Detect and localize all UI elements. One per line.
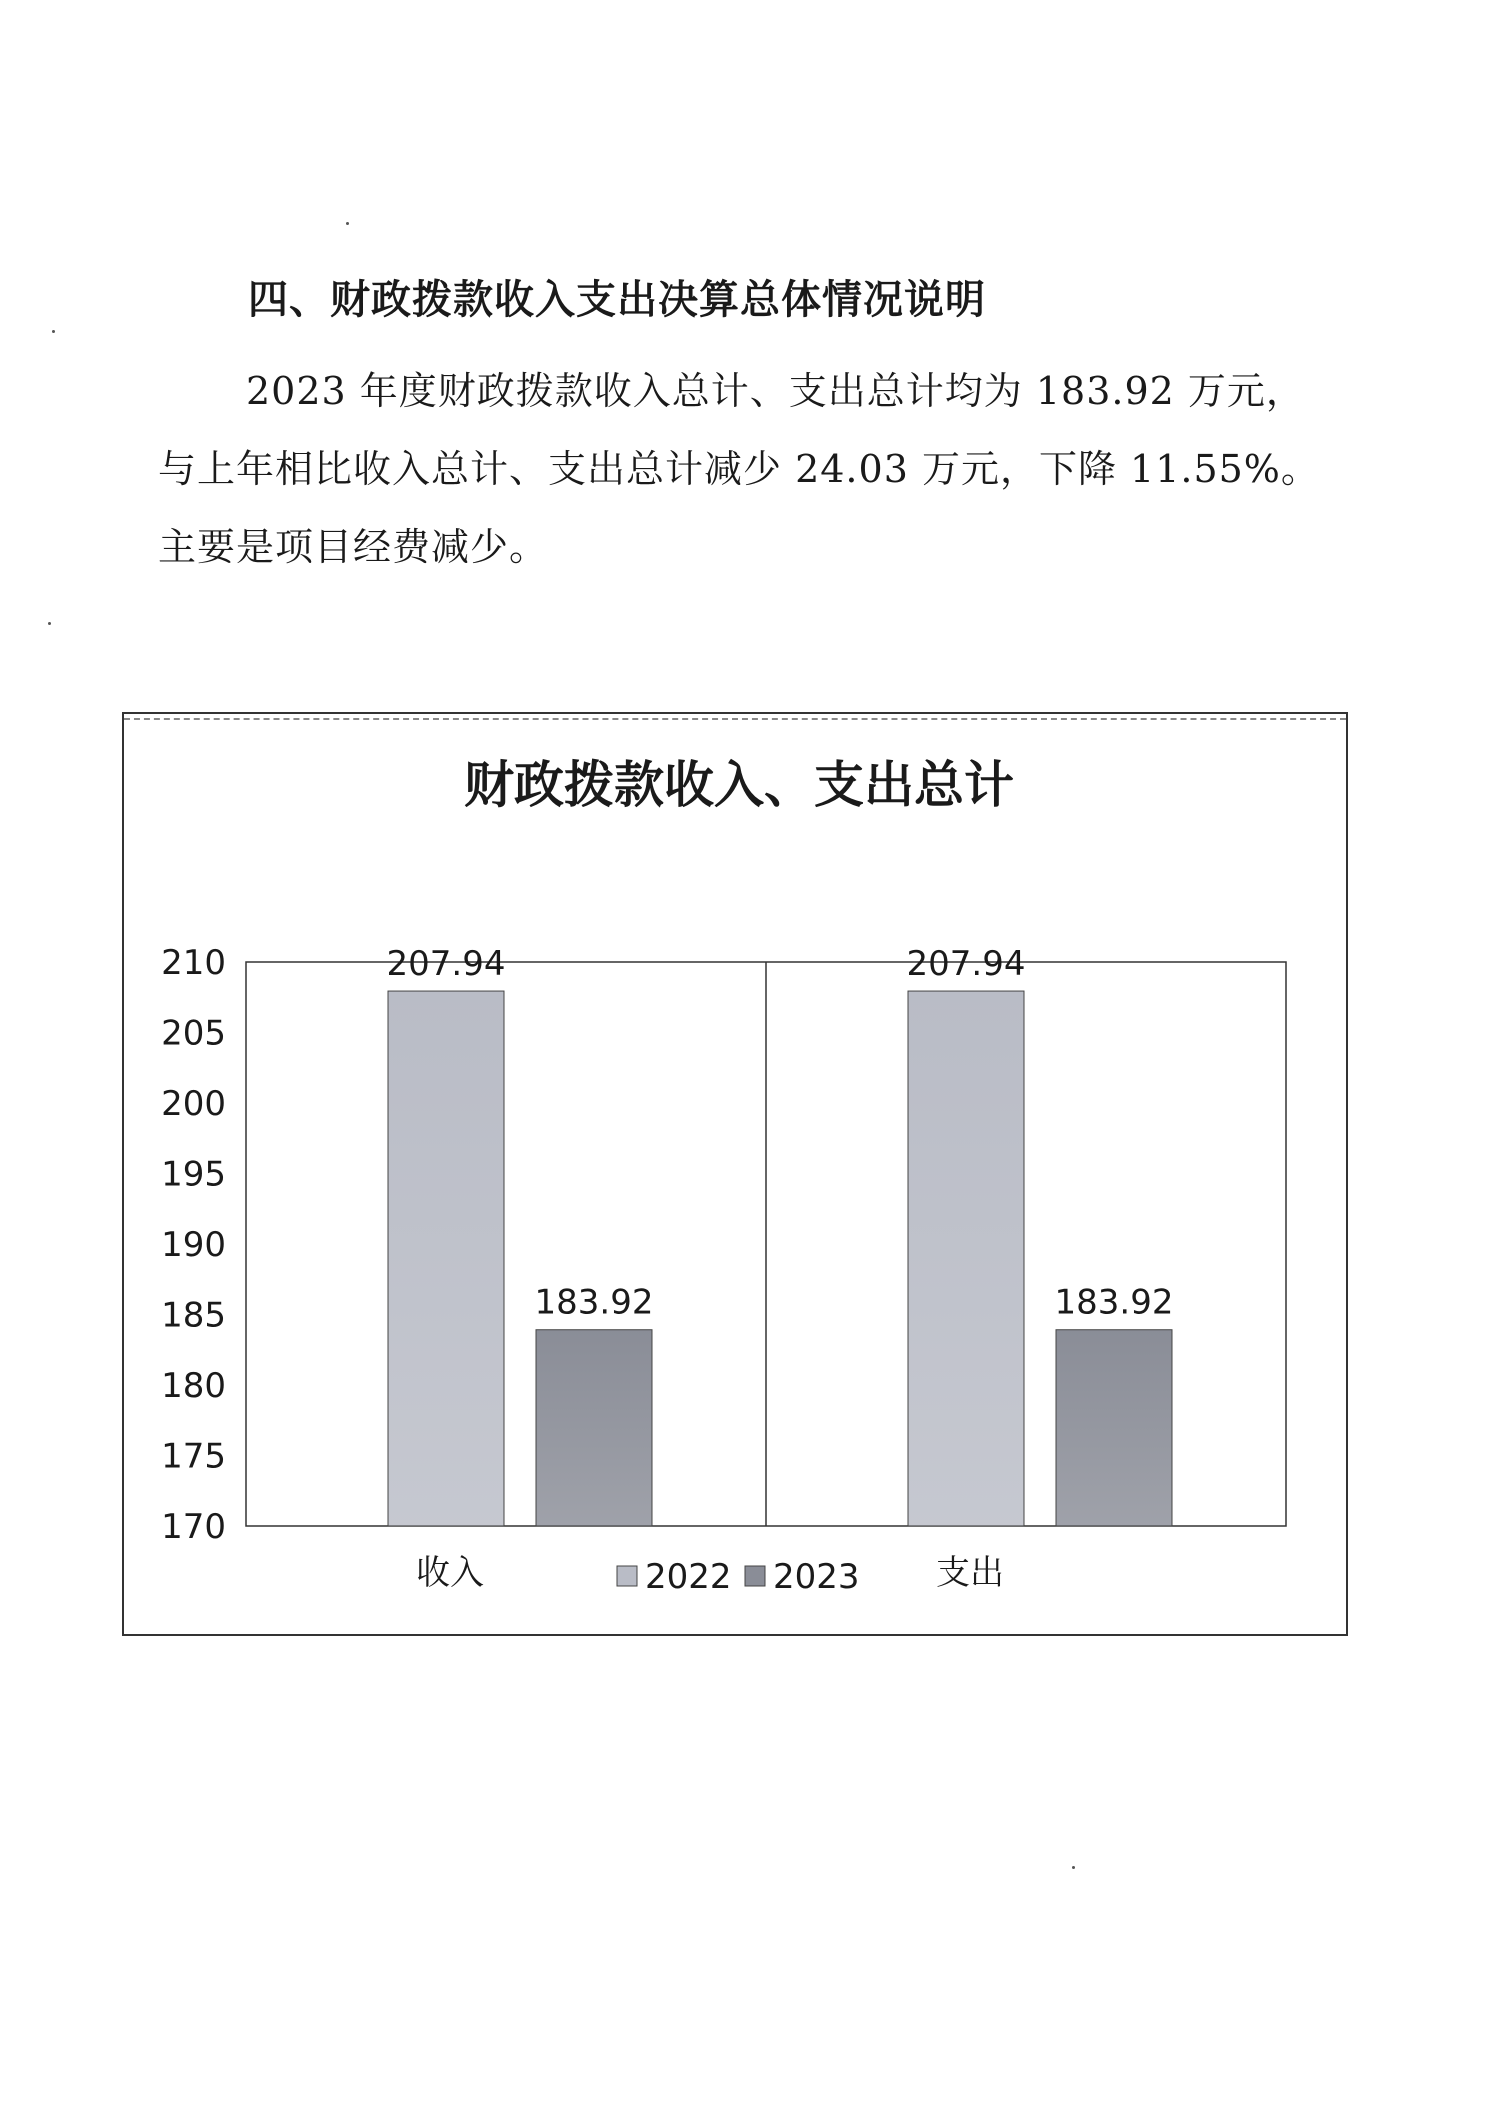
y-tick-label: 195 — [161, 1154, 226, 1195]
y-tick-label: 170 — [161, 1507, 226, 1547]
bar-chart — [122, 712, 1348, 1636]
y-tick-label: 175 — [161, 1436, 226, 1477]
y-tick-label: 200 — [161, 1084, 226, 1124]
y-tick-label: 205 — [161, 1013, 226, 1054]
data-label: 183.92 — [534, 1282, 654, 1323]
section-heading: 四、财政拨款收入支出决算总体情况说明 — [248, 277, 986, 323]
y-tick-label: 180 — [161, 1366, 226, 1406]
data-label: 207.94 — [906, 944, 1026, 985]
body-paragraph: 2023 年度财政拨款收入总计、支出总计均为 183.92 万元，与上年相比收入总计、支出总计减少 24.03 万元，下降 11.55%。主要是项目经费减少。 — [158, 369, 1320, 569]
legend-label: 2022 — [645, 1557, 732, 1597]
plot-area — [161, 943, 1286, 1597]
bar-2023 — [536, 1330, 652, 1526]
bar-2022 — [388, 991, 504, 1526]
legend-swatch — [745, 1566, 765, 1586]
legend-label: 2023 — [773, 1557, 860, 1597]
data-label: 183.92 — [1054, 1282, 1174, 1323]
y-tick-label: 210 — [161, 943, 226, 983]
bar-2023 — [1056, 1330, 1172, 1526]
x-category-label: 支出 — [936, 1553, 1004, 1593]
bar-2022 — [908, 991, 1024, 1526]
legend-swatch — [617, 1566, 637, 1586]
y-tick-label: 190 — [161, 1225, 226, 1265]
x-category-label: 收入 — [416, 1553, 484, 1593]
y-tick-label: 185 — [161, 1295, 226, 1336]
data-label: 207.94 — [386, 944, 506, 985]
chart-title: 财政拨款收入、支出总计 — [464, 756, 1014, 814]
chart-canvas — [124, 714, 1346, 1634]
